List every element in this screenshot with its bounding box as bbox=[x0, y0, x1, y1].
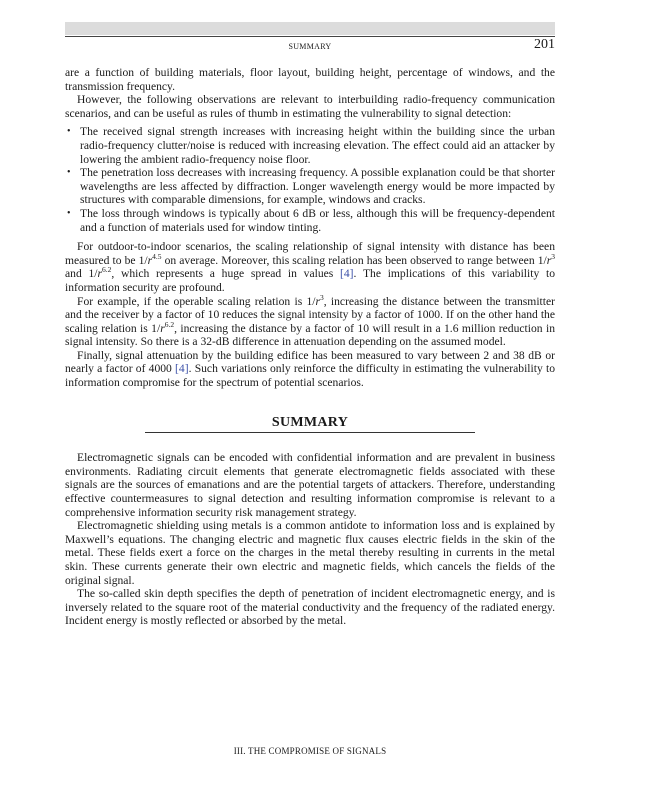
paragraph-attenuation: Finally, signal attenuation by the building edifice has been measured to vary between 2 and 38 dB or nearly a factor of 4000 [4]. Such variations only reinforce the difficulty in estimating the vulnerability to information compromise for the spectrum of potential scenarios. bbox=[65, 348, 555, 390]
bullet-icon: • bbox=[67, 126, 71, 138]
paragraph-example: For example, if the operable scaling relation is $1/r^3$, increasing the distance between the transmitter and the receiver by a factor of 10 reduces the signal intensity by a factor of 1000. If on the other hand the scaling relation is $1/r^{6.2}$, increasing the distance by a factor of 10 will result in a 1.6 million reduction in signal intensity. So there is a 32-dB difference in attenuation depending on the assumed model. bbox=[65, 292, 555, 349]
citation-link[interactable]: [4] bbox=[340, 267, 354, 281]
bullet-icon: • bbox=[67, 167, 71, 179]
list-item-text: The penetration loss decreases with increasing frequency. A possible explanation could be that shorter wavelengths are less affected by diffraction. Longer wavelength energy would be more impacted by structures with comparable dimensions, for example, windows and cracks. bbox=[80, 166, 555, 207]
list-item-text: The received signal strength increases with increasing height within the building since the urban radio-frequency clutter/noise is reduced with increasing elevation. The effect could aid an attacker by lowering the ambient radio-frequency noise floor. bbox=[80, 125, 555, 166]
page-footer: III. THE COMPROMISE OF SIGNALS bbox=[233, 746, 387, 756]
running-head: SUMMARY bbox=[288, 42, 332, 51]
observations-list bbox=[65, 125, 555, 234]
bullet-icon: • bbox=[67, 207, 71, 219]
summary-paragraph: Electromagnetic signals can be encoded with confidential information and are prevalent in business environments. Radiating circuit elements that generate electromagnetic fields associated with these signals are the sources of emanations and are the potential targets of attackers. Therefore, understanding effective countermeasures to signal detection and resulting information compromise is relevant to a comprehensive information security risk management strategy. bbox=[65, 451, 555, 519]
page-body bbox=[65, 66, 555, 628]
paragraph-observations-intro: However, the following observations are relevant to interbuilding radio-frequency communication scenarios, and can be useful as rules of thumb in estimating the vulnerability to signal detection: bbox=[65, 93, 555, 120]
list-item bbox=[67, 206, 555, 234]
list-item bbox=[67, 166, 555, 207]
list-item bbox=[67, 125, 555, 166]
summary-paragraph: The so-called skin depth specifies the depth of penetration of incident electromagnetic energy, and is inversely related to the square root of the material conductivity and the frequency of the radiated energy. Incident energy is mostly reflected or absorbed by the metal. bbox=[65, 587, 555, 628]
page-number: 201 bbox=[534, 37, 555, 52]
top-gray-bar bbox=[65, 22, 555, 35]
section-heading: SUMMARY bbox=[271, 414, 349, 430]
list-item-text: The loss through windows is typically about 6 dB or less, although this will be frequency-dependent and a function of materials used for window tinting. bbox=[80, 206, 555, 234]
paragraph-scaling: For outdoor-to-indoor scenarios, the scaling relationship of signal intensity with distance has been measured to be $1/r^{4.5}$ on average. Moreover, this scaling relation has been observed to range between $1/r^3$ and $1/r^{6.2}$, which represents a huge spread in values [4]. The implications of this variability to information security are profound. bbox=[65, 240, 555, 294]
citation-link[interactable]: [4] bbox=[175, 362, 189, 376]
paragraph-continuation: are a function of building materials, floor layout, building height, percentage of windows, and the transmission frequency. bbox=[65, 66, 555, 93]
summary-paragraph: Electromagnetic shielding using metals is a common antidote to information loss and is explained by Maxwell’s equations. The changing electric and magnetic flux causes electric fields in the skin of the metal. These fields exert a force on the charges in the metal thereby resulting in currents in the metal skin. These currents generate their own electric and magnetic fields, which cancels the fields of the original signal. bbox=[65, 519, 555, 587]
page-header bbox=[65, 36, 555, 53]
section-divider bbox=[145, 432, 475, 433]
